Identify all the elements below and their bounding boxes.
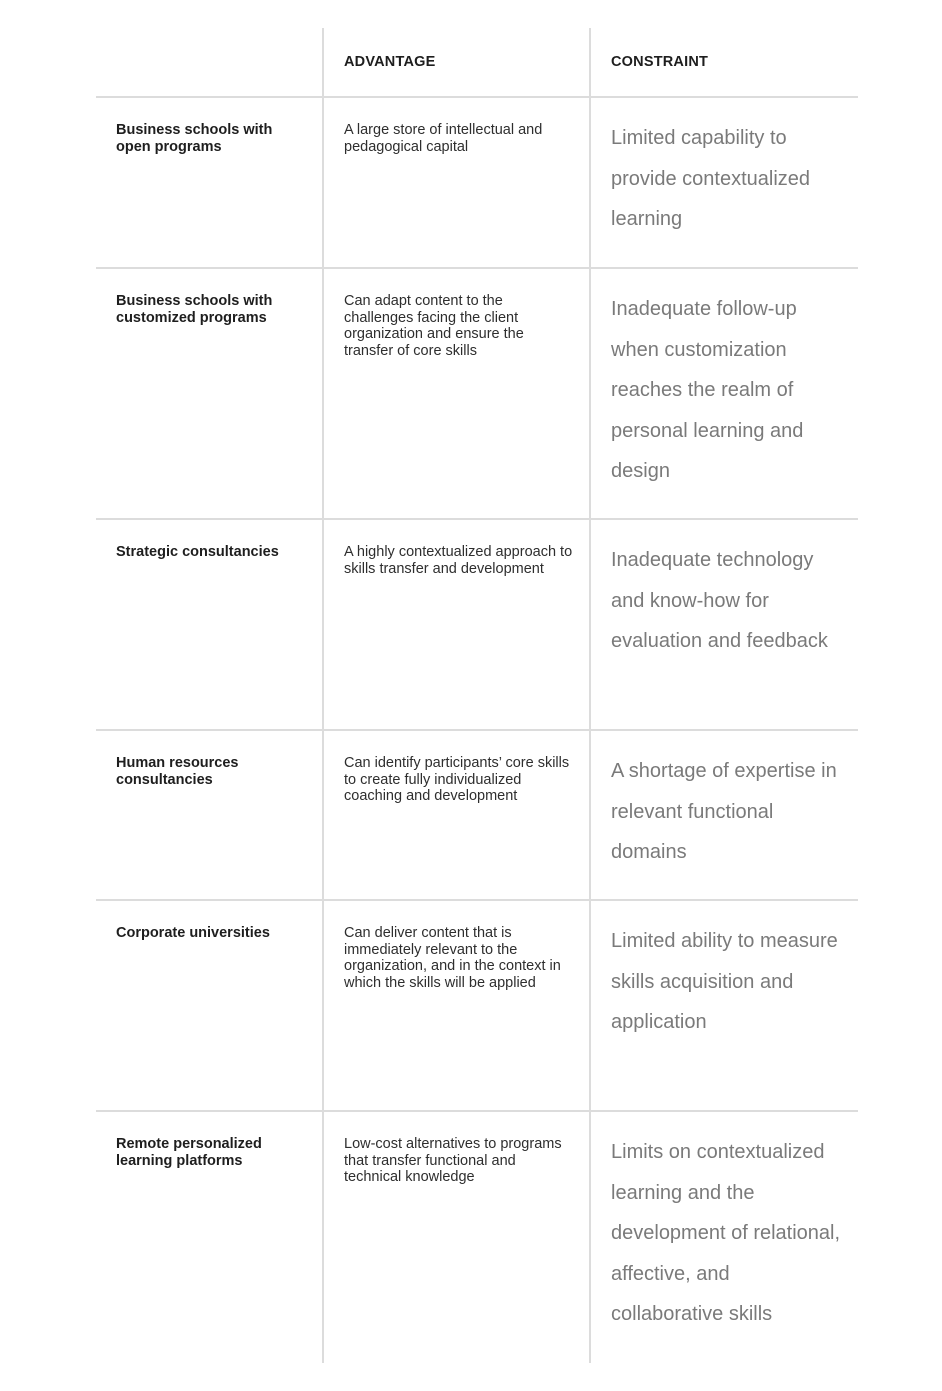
constraint-text: Inadequate technology and know-how for evaluation and feedback bbox=[611, 549, 828, 652]
constraint-text: Limited ability to measure skills acquisition and application bbox=[611, 930, 838, 1033]
constraint-text: A shortage of expertise in relevant functional domains bbox=[611, 760, 837, 863]
advantage-text: Low-cost alternatives to programs that transfer functional and technical knowledge bbox=[344, 1136, 562, 1185]
provider-name: Business schools with open programs bbox=[116, 122, 273, 155]
provider-name: Business schools with customized programs bbox=[116, 293, 273, 326]
advantage-cell bbox=[324, 269, 591, 518]
provider-cell bbox=[96, 269, 324, 518]
advantage-text: Can identify participants’ core skills to create fully individualized coaching and development bbox=[344, 755, 570, 804]
table-row bbox=[96, 731, 858, 901]
provider-name: Corporate universities bbox=[116, 925, 270, 941]
advantage-text: Can adapt content to the challenges facing the client organization and ensure the transfer of core skills bbox=[344, 293, 524, 359]
provider-cell bbox=[96, 1112, 324, 1363]
header-advantage-cell bbox=[324, 28, 591, 96]
provider-cell bbox=[96, 98, 324, 267]
advantage-cell bbox=[324, 731, 591, 899]
advantage-text: A highly contextualized approach to skills transfer and development bbox=[344, 544, 573, 577]
header-constraint-cell bbox=[591, 28, 858, 96]
table-row bbox=[96, 901, 858, 1112]
advantage-cell bbox=[324, 1112, 591, 1363]
advantage-text: A large store of intellectual and pedagogical capital bbox=[344, 122, 543, 155]
constraint-cell bbox=[591, 269, 858, 518]
constraint-column-header: CONSTRAINT bbox=[611, 54, 709, 70]
table-row bbox=[96, 520, 858, 731]
constraint-text: Limited capability to provide contextualized learning bbox=[611, 127, 811, 230]
table-row bbox=[96, 1112, 858, 1363]
provider-cell bbox=[96, 731, 324, 899]
provider-name: Human resources consultancies bbox=[116, 755, 239, 788]
header-provider-cell bbox=[96, 28, 324, 96]
advantage-cell bbox=[324, 98, 591, 267]
constraint-cell bbox=[591, 901, 858, 1110]
constraint-text: Limits on contextualized learning and the development of relational, affective, and collaborative skills bbox=[611, 1141, 841, 1325]
provider-name: Remote personalized learning platforms bbox=[116, 1136, 262, 1169]
constraint-text: Inadequate follow-up when customization reaches the realm of personal learning and design bbox=[611, 298, 804, 482]
provider-name: Strategic consultancies bbox=[116, 544, 279, 560]
advantage-cell bbox=[324, 901, 591, 1110]
advantage-column-header: ADVANTAGE bbox=[344, 54, 436, 70]
constraint-cell bbox=[591, 1112, 858, 1363]
advantage-cell bbox=[324, 520, 591, 729]
constraint-cell bbox=[591, 520, 858, 729]
provider-cell bbox=[96, 901, 324, 1110]
constraint-cell bbox=[591, 731, 858, 899]
table-row bbox=[96, 98, 858, 269]
table-header-row bbox=[96, 28, 858, 98]
provider-cell bbox=[96, 520, 324, 729]
table-row bbox=[96, 269, 858, 520]
comparison-table bbox=[96, 28, 858, 1363]
constraint-cell bbox=[591, 98, 858, 267]
advantage-text: Can deliver content that is immediately relevant to the organization, and in the context in which the skills will be applied bbox=[344, 925, 561, 991]
